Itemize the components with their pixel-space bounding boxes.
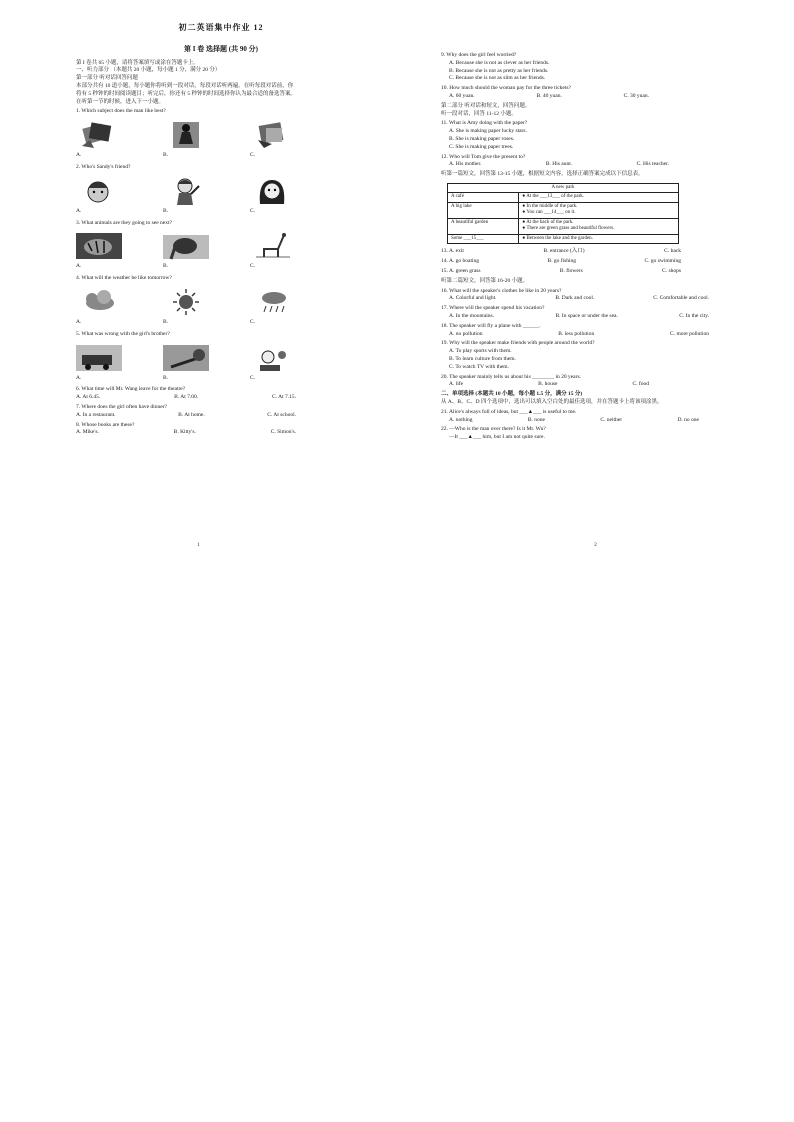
question-21: 21. Alice's always full of ideas, but ___▲___ is useful to me.: [441, 408, 577, 415]
table-cell-line: ● There are green grass and beautiful flowers.: [522, 226, 615, 232]
question-7: 7. Where does the girl often have dinner?: [76, 403, 167, 410]
instruction-line: 将有 5 秒钟的时间阅读题目；听完后，你还有 5 秒钟的时间选择你认为最合适的备选答案。: [76, 90, 297, 97]
option: B. At 7.00.: [174, 394, 199, 401]
option: C. 30 yuan.: [623, 92, 649, 99]
car-accident-image: [76, 343, 122, 373]
part-header: 听第一篇短文，回答第 13-15 小题，根据短文内容，选择正确答案完成以下信息表。: [441, 171, 644, 178]
rainy-weather-icon: [250, 287, 296, 317]
option: B. 40 yuan.: [536, 92, 562, 99]
page-number: 1: [197, 543, 200, 548]
option-label: C.: [250, 374, 256, 381]
option: A. Colorful and light.: [449, 295, 497, 302]
question-11: 11. What is Amy doing with the paper?: [441, 120, 528, 127]
question-3-pictures: [76, 231, 296, 261]
option-label: C.: [250, 263, 256, 270]
option: C. In the city.: [679, 313, 709, 320]
option: B. To learn culture from them.: [449, 356, 516, 363]
instruction-line: 一、听力部分 （本题共 20 小题，每小题 1 分，满分 20 分）: [76, 67, 221, 74]
question-4: 4. What will the weather be like tomorrow?: [76, 275, 172, 282]
table-cell: ● At the ___13___ of the park.: [519, 193, 679, 203]
option: D. no one: [677, 416, 699, 423]
tiger-image: [76, 231, 122, 261]
option: B. In space or under the sea.: [555, 313, 618, 320]
question-4-pictures: [76, 287, 296, 317]
option: C. more pollution: [670, 330, 709, 337]
option-label: C.: [250, 318, 256, 325]
table-cell-line: ● You can ___14___ on it.: [522, 210, 576, 216]
right-page-content: [441, 50, 761, 442]
option-label: C.: [250, 207, 256, 214]
option: B. His aunt.: [545, 161, 573, 168]
table-cell: A beautiful garden: [448, 218, 519, 234]
question-10-options: [441, 93, 649, 101]
option: B. entrance (入口): [543, 248, 585, 255]
option-label: A.: [76, 152, 82, 159]
instruction-line: 在听第一节的时候，进入下一小题。: [76, 98, 165, 105]
option-label: B.: [163, 207, 169, 214]
question-10: 10. How much should the woman pay for the three tickets?: [441, 85, 571, 92]
option: C. go swimming: [644, 258, 681, 265]
option: A. no pollution: [449, 330, 483, 337]
question-20-options: [441, 381, 649, 389]
option: A. His mother.: [449, 161, 482, 168]
table-row: [448, 234, 679, 244]
table-cell-line: ● In the middle of the park.: [522, 203, 578, 209]
left-page-content: [76, 24, 366, 439]
option: B. Dark and cool.: [555, 295, 595, 302]
question-18-options: [441, 331, 709, 339]
option: 14. A. go boating: [441, 258, 480, 265]
instructions: [76, 60, 366, 107]
option: A. Mike's.: [76, 429, 99, 436]
boy-cap-image: [76, 176, 122, 206]
option: C. Because she is not as slim as her friends.: [449, 75, 546, 82]
question-20: 20. The speaker mainly tells us about his ________ in 20 years.: [441, 373, 581, 380]
question-14-options: [441, 258, 681, 266]
right-page: [397, 0, 794, 560]
info-table: [447, 183, 679, 245]
elephant-image: [163, 231, 209, 261]
question-5-labels: [76, 375, 296, 383]
option: C. Comfortable and cool.: [653, 295, 709, 302]
question-2-pictures: [76, 176, 296, 206]
table-cell: [519, 218, 679, 234]
instruction-line: 第一部分 听对话回答问题: [76, 75, 138, 82]
option: A. At 6.45.: [76, 394, 101, 401]
option: A. life: [449, 381, 464, 388]
table-row: [448, 218, 679, 234]
sunny-weather-icon: [163, 287, 209, 317]
question-3: 3. What animals are they going to see next?: [76, 219, 172, 226]
question-12: 12. Who will Tom give the present to?: [441, 153, 526, 160]
option: A. To play sports with them.: [449, 348, 512, 355]
option: B. flowers: [559, 268, 583, 275]
question-5-pictures: [76, 343, 296, 373]
table-header: A new park: [448, 183, 679, 193]
option: C. back: [664, 248, 681, 255]
page-number: 2: [594, 543, 597, 548]
option: C. His teacher.: [636, 161, 669, 168]
table-row: [448, 193, 679, 203]
option: A. nothing: [449, 416, 473, 423]
table-cell-line: ● At the back of the park.: [522, 219, 574, 225]
option: B. house: [538, 381, 558, 388]
girl-long-hair-image: [250, 176, 296, 206]
option: A. 60 yuan.: [449, 92, 475, 99]
question-5: 5. What was wrong with the girl's brother?: [76, 330, 170, 337]
part-header: 听第二篇短文，回答第 16-20 小题。: [441, 277, 529, 284]
option: A. She is making paper lucky stars.: [449, 128, 527, 135]
option: B. At home.: [178, 411, 205, 418]
question-15-options: [441, 268, 681, 276]
option: B. Because she is not as pretty as her friends.: [449, 67, 549, 74]
table-row: [448, 202, 679, 218]
option: C. At school.: [267, 411, 296, 418]
instruction-line: 本部分共有 10 道小题，每小题你将听到一段对话，每段对话听两遍。在听每段对话前，你: [76, 82, 294, 89]
table-cell: Some ___15___: [448, 234, 519, 244]
option: B. Kitty's.: [173, 429, 196, 436]
part-subheader: 听一段对话，回答 11-12 小题。: [441, 110, 517, 117]
option: A. In the mountains.: [449, 313, 495, 320]
option: C. shops: [662, 268, 681, 275]
option: 13. A. exit: [441, 248, 464, 255]
table-cell: ● Between the lake and the garden.: [519, 234, 679, 244]
option: B. none: [527, 416, 546, 423]
question-17: 17. Where will the speaker spend his vacation?: [441, 305, 545, 312]
question-1: 1. Which subject does the man like best?: [76, 108, 166, 115]
option: 15. A. green grass: [441, 268, 481, 275]
option: A. In a restaurant.: [76, 411, 116, 418]
option-label: B.: [163, 318, 169, 325]
option-label: A.: [76, 207, 82, 214]
question-18: 18. The speaker will fly a plane with ______.: [441, 322, 541, 329]
question-6: 6. What time will Mr. Wang leave for the theatre?: [76, 386, 186, 393]
option: A. Because she is not as clever as her friends.: [449, 59, 550, 66]
page-title: 初二英语集中作业 12: [178, 23, 264, 32]
option-label: B.: [163, 152, 169, 159]
question-22-answer-line: —It ___▲___ him, but I am not quite sure.: [449, 434, 545, 441]
left-page: [0, 0, 397, 560]
question-2-labels: [76, 208, 296, 216]
question-6-options: [76, 394, 296, 402]
table-cell: [519, 202, 679, 218]
option-label: A.: [76, 374, 82, 381]
option-label: A.: [76, 318, 82, 325]
question-8: 8. Whose books are these?: [76, 421, 135, 428]
option: C. She is making paper trees.: [449, 143, 514, 150]
option: C. At 7.15.: [271, 394, 296, 401]
question-16-options: [441, 295, 709, 303]
option-label: A.: [76, 263, 82, 270]
section-title: 第 I 卷 选择题 (共 90 分): [184, 44, 258, 53]
question-16: 16. What will the speaker's clothes be like in 20 years?: [441, 287, 562, 294]
part-subheader: 从 A、B、C、D 四个选项中，选出可以填入空白处的最佳选项，并在答题卡上将该项涂黑。: [441, 399, 663, 405]
question-9: 9. Why does the girl feel worried?: [441, 52, 517, 58]
question-3-labels: [76, 263, 296, 271]
option: B. go fishing: [547, 258, 577, 265]
table-cell: A big lake: [448, 202, 519, 218]
art-books-image: [250, 120, 296, 150]
option: B. She is making paper roses.: [449, 135, 515, 142]
option: C. food: [632, 381, 649, 388]
runner-image: [163, 120, 209, 150]
question-19: 19. Why will the speaker make friends with people around the world?: [441, 340, 595, 347]
option-label: C.: [250, 152, 256, 159]
question-12-options: [441, 161, 669, 169]
giraffe-image: [250, 231, 296, 261]
question-8-options: [76, 429, 296, 437]
girl-waving-image: [163, 176, 209, 206]
option: C. neither: [600, 416, 623, 423]
subject-books-image: [76, 120, 122, 150]
option-label: B.: [163, 263, 169, 270]
question-2: 2. Who's Sandy's friend?: [76, 163, 131, 170]
question-22: 22. —Who is the man over there? Is it Mr. Wu?: [441, 426, 546, 433]
instruction-line: 第 I 卷共 65 小题，请将答案填写或涂在答题卡上。: [76, 59, 199, 66]
sick-boy-image: [250, 343, 296, 373]
part-header: 第二部分 听对话和短文，回答问题。: [441, 102, 531, 109]
option-label: B.: [163, 374, 169, 381]
part-header: 二、单项选择 (本题共 10 小题，每小题 1.5 分，满分 15 分): [441, 391, 583, 398]
table-cell: A café: [448, 193, 519, 203]
option: B. less pollution: [558, 330, 595, 337]
question-13-options: [441, 248, 681, 256]
fallen-tree-image: [163, 343, 209, 373]
question-4-labels: [76, 319, 296, 327]
question-7-options: [76, 412, 296, 420]
option: C. Simon's.: [270, 429, 296, 436]
question-1-pictures: [76, 120, 296, 150]
option: C. To watch TV with them.: [449, 363, 509, 370]
question-1-labels: [76, 152, 296, 160]
question-17-options: [441, 313, 709, 321]
question-21-options: [441, 417, 699, 425]
cloudy-weather-icon: [76, 287, 122, 317]
